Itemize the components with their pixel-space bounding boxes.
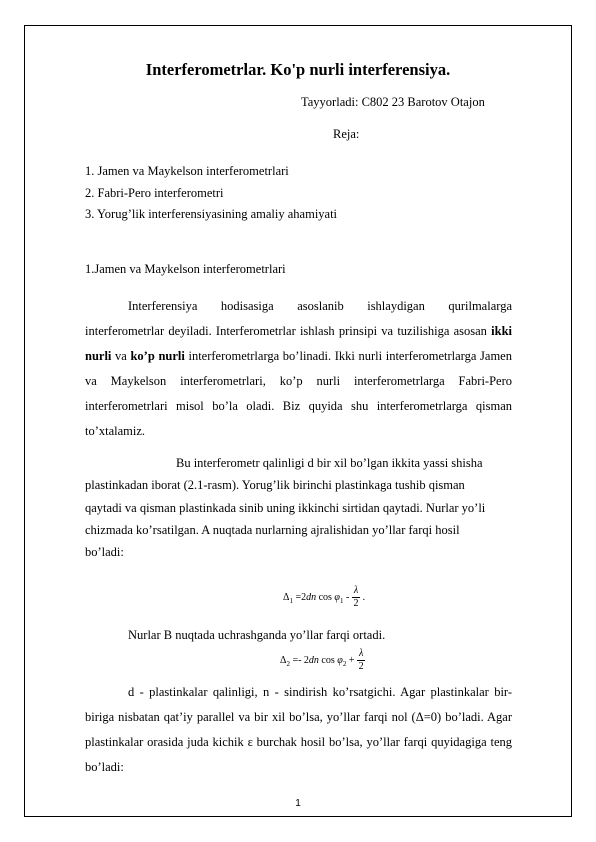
paragraph-line: bo’ladi: <box>85 545 124 560</box>
paragraph-text: Interferensiya hodisasiga asoslanib ishlaydigan qurilmalarga interferometrlar deyiladi. Interferometrlar ishlash prinsipi va tuzilishiga asosan <box>85 299 512 338</box>
formula-delta-1 <box>283 585 365 610</box>
bold-term: ko’p nurli <box>130 349 185 363</box>
formula-phi: φ <box>334 591 340 603</box>
formula-fraction <box>352 585 360 610</box>
formula-delta-symbol: Δ <box>280 654 287 666</box>
fraction-numerator: λ <box>353 585 359 596</box>
plan-item: 2. Fabri-Pero interferometri <box>85 185 224 200</box>
formula-operator: - <box>343 591 352 603</box>
page-number: 1 <box>295 798 301 809</box>
paragraph-b-point <box>85 623 512 648</box>
formula-subscript: 1 <box>339 596 344 605</box>
fraction-numerator: λ <box>358 648 364 659</box>
paragraph-line: plastinkadan iborat (2.1-rasm). Yorug’lik birinchi plastinkaga tushib qisman <box>85 478 465 493</box>
paragraph-line <box>85 452 512 474</box>
formula-term: dn <box>308 654 319 666</box>
author-line: Tayyorladi: C802 23 Barotov Otajon <box>301 95 485 109</box>
paragraph-line: chizmada ko’rsatilgan. A nuqtada nurlarning ajralishidan yo’llar farqi hosil <box>85 522 460 537</box>
paragraph-text: d - plastinkalar qalinligi, n - sindirish ko’rsatgichi. Agar plastinkalar bir-biriga nisbatan qat’iy parallel va bir xil bo’lsa, yo’llar farqi nol (Δ=0) bo’ladi. Agar plastinkalar orasida juda kichik ε burchak hosil bo’lsa, yo’llar farqi quyidagiga teng bo’ladi: <box>85 685 512 774</box>
formula-phi: φ <box>337 654 343 666</box>
paragraph-text: va <box>111 349 131 363</box>
formula-eq: =2 <box>292 591 307 603</box>
formula-eq: =- 2 <box>289 654 309 666</box>
paragraph-jamen <box>85 452 512 563</box>
paragraph-line: qaytadi va qisman plastinkada sinib uning ikkinchi sirtidan qaytadi. Nurlar yo’li <box>85 500 486 515</box>
paragraph-line-text: Bu interferometr qalinligi d bir xil bo’lgan ikkita yassi shisha <box>176 456 483 470</box>
formula-subscript: 2 <box>342 659 347 668</box>
paragraph-parameters <box>85 680 512 780</box>
plan-item: 1. Jamen va Maykelson interferometrlari <box>85 164 289 178</box>
formula-term: dn <box>306 591 317 603</box>
fraction-denominator: 2 <box>358 661 364 672</box>
plan-heading: Reja: <box>333 127 360 141</box>
paragraph-text: Nurlar B nuqtada uchrashganda yo’llar farqi ortadi. <box>128 628 386 642</box>
document-title: Interferometrlar. Ko'p nurli interferensiya. <box>145 60 451 79</box>
paragraph-text: interferometrlarga bo’linadi. Ikki nurli interferometrlarga Jamen va Maykelson interferometrlari, ko’p nurli interferometrlarga Fabri-Pero interferometrlari misol bo’la oladi. Biz quyida shu interferometrlarga qisman to’xtalamiz. <box>85 349 512 438</box>
formula-subscript: 2 <box>286 659 290 668</box>
formula-subscript: 1 <box>289 596 293 605</box>
formula-fraction <box>357 648 365 673</box>
formula-delta-2 <box>280 648 365 673</box>
plan-item: 3. Yorug’lik interferensiyasining amaliy ahamiyati <box>85 207 338 221</box>
fraction-denominator: 2 <box>353 598 359 609</box>
formula-delta-symbol: Δ <box>283 591 290 603</box>
bold-term: ikki nurli <box>85 324 512 363</box>
paragraph-intro <box>85 294 512 444</box>
formula-cos: cos <box>318 654 338 666</box>
plan-list <box>85 161 337 226</box>
formula-operator: + <box>346 654 357 666</box>
formula-tail: . <box>360 591 366 603</box>
formula-cos: cos <box>316 591 335 603</box>
section-heading: 1.Jamen va Maykelson interferometrlari <box>85 262 286 276</box>
